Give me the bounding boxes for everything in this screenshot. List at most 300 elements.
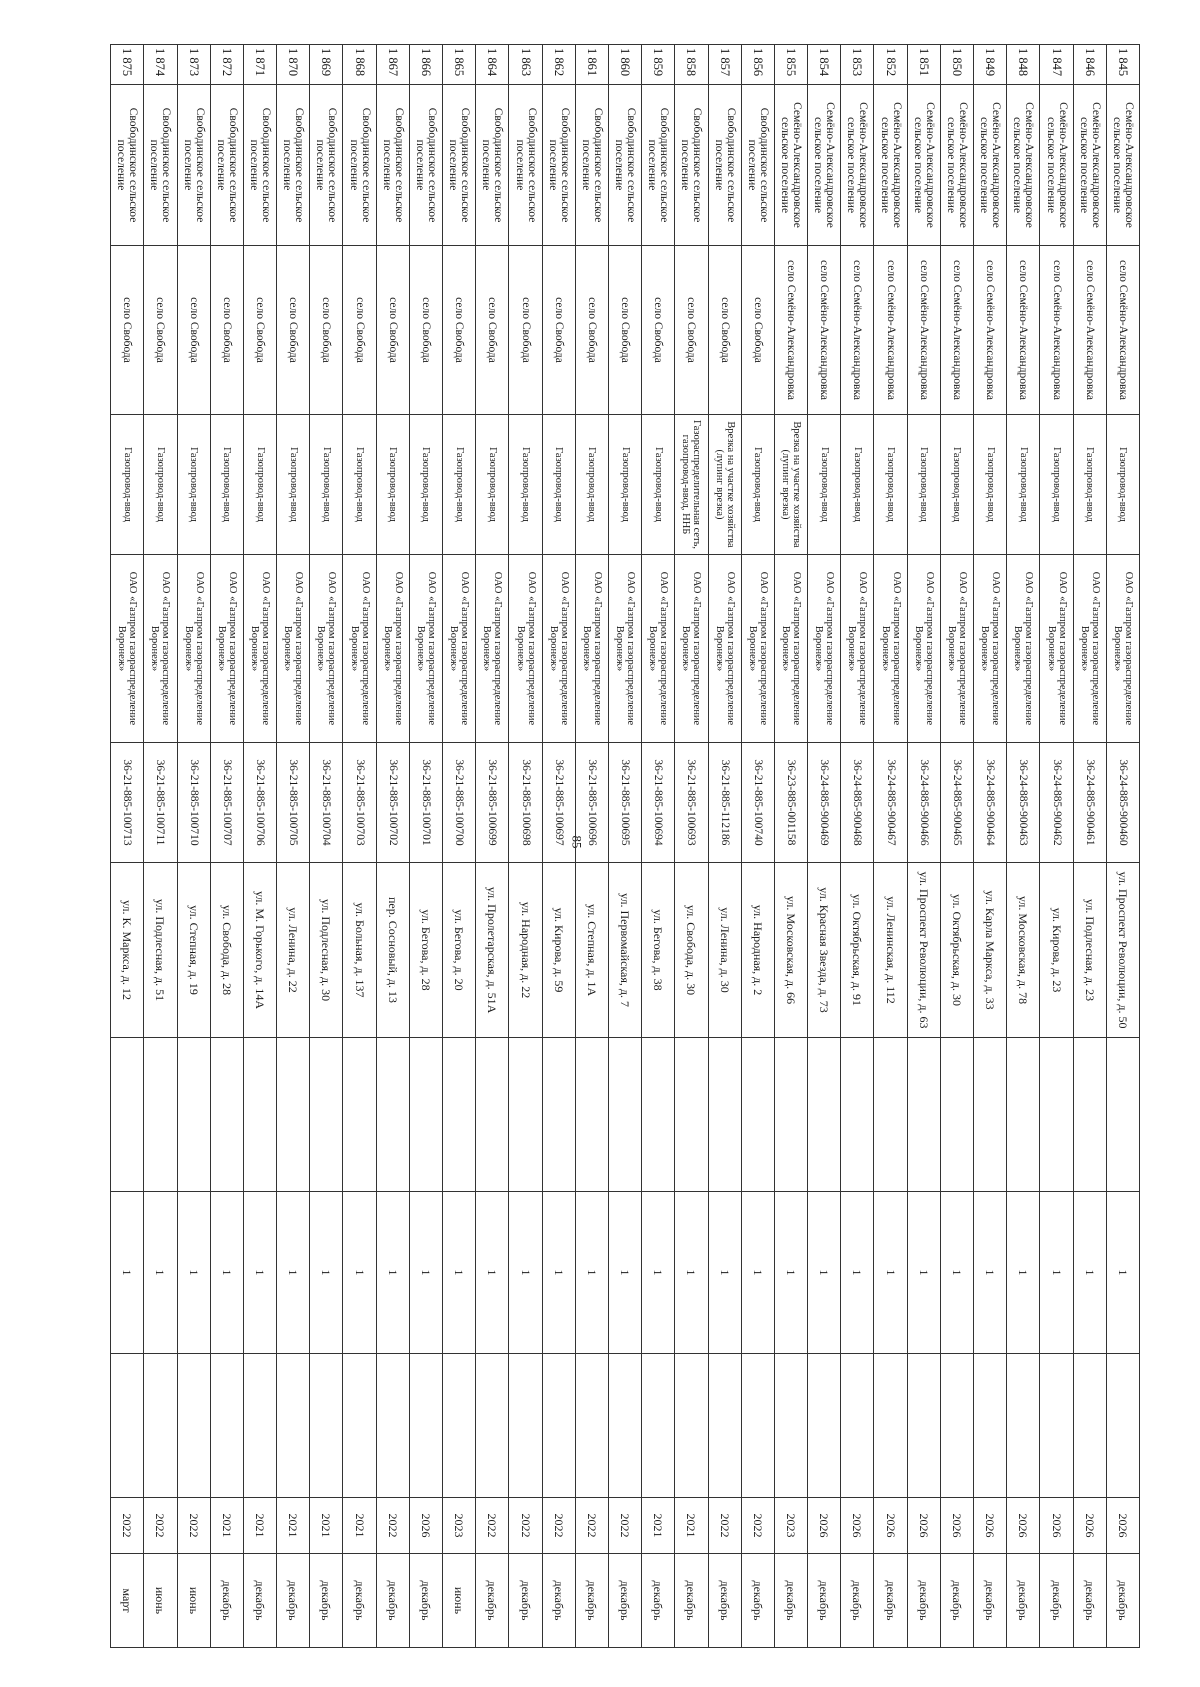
object-id: 36-24-885-900469 [808,743,841,863]
table-row [907,45,940,1648]
month: декабрь [277,1554,310,1648]
empty-cell [243,1038,276,1192]
empty-cell [675,1038,708,1192]
table-row [476,45,509,1648]
locality-name: село Семёно-Александровка [1073,246,1106,415]
month: декабрь [841,1554,874,1648]
table-row [210,45,243,1648]
owner-name: ОАО «Газпром газораспределение Воронеж» [177,555,210,743]
object-id: 36-23-885-001158 [774,743,807,863]
quantity: 1 [243,1192,276,1354]
empty-cell [741,1354,774,1498]
settlement-name: Свободинское сельское поселение [243,85,276,246]
empty-cell [111,1354,144,1498]
settlement-name: Свободинское сельское поселение [210,85,243,246]
row-number: 1 871 [243,45,276,85]
address: пер. Сосновый, д. 13 [376,863,409,1038]
address: ул. Пролетарская, д. 51А [476,863,509,1038]
row-number: 1 874 [144,45,177,85]
settlement-name: Семёно-Александровское сельское поселение [808,85,841,246]
year: 2023 [774,1498,807,1554]
owner-name: ОАО «Газпром газораспределение Воронеж» [575,555,608,743]
table-row [277,45,310,1648]
row-number: 1 849 [974,45,1007,85]
empty-cell [177,1038,210,1192]
quantity: 1 [774,1192,807,1354]
empty-cell [940,1354,973,1498]
locality-name: село Свобода [476,246,509,415]
row-number: 1 848 [1007,45,1040,85]
locality-name: село Семёно-Александровка [1106,246,1139,415]
owner-name: ОАО «Газпром газораспределение Воронеж» [841,555,874,743]
table-row [409,45,442,1648]
settlement-name: Семёно-Александровское сельское поселение [1073,85,1106,246]
empty-cell [642,1038,675,1192]
object-type: Газопровод-ввод [1106,415,1139,555]
settlement-name: Свободинское сельское поселение [675,85,708,246]
year: 2021 [310,1498,343,1554]
month: декабрь [210,1554,243,1648]
table-row [1040,45,1073,1648]
table-row [841,45,874,1648]
settlement-name: Свободинское сельское поселение [642,85,675,246]
quantity: 1 [277,1192,310,1354]
owner-name: ОАО «Газпром газораспределение Воронеж» [1073,555,1106,743]
row-number: 1 859 [642,45,675,85]
address: ул. Первомайская, д. 7 [609,863,642,1038]
rotated-table-container [110,44,1140,1647]
quantity: 1 [343,1192,376,1354]
locality-name: село Семёно-Александровка [1040,246,1073,415]
row-number: 1 854 [808,45,841,85]
settlement-name: Семёно-Александровское сельское поселение [974,85,1007,246]
table-row [575,45,608,1648]
object-id: 36-21-885-100740 [741,743,774,863]
year: 2022 [476,1498,509,1554]
empty-cell [542,1354,575,1498]
object-type: Газопровод-ввод [1007,415,1040,555]
table-body [111,45,1140,1648]
object-type: Врезка на участке хозяйства (лупинг врезка) [774,415,807,555]
object-type: Газопровод-ввод [1073,415,1106,555]
empty-cell [940,1038,973,1192]
quantity: 1 [974,1192,1007,1354]
row-number: 1 857 [708,45,741,85]
quantity: 1 [111,1192,144,1354]
owner-name: ОАО «Газпром газораспределение Воронеж» [144,555,177,743]
quantity: 1 [509,1192,542,1354]
quantity: 1 [708,1192,741,1354]
empty-cell [376,1354,409,1498]
empty-cell [741,1038,774,1192]
quantity: 1 [675,1192,708,1354]
month: декабрь [343,1554,376,1648]
object-id: 36-21-885-100710 [177,743,210,863]
table-row [243,45,276,1648]
object-type: Газопровод-ввод [376,415,409,555]
month: декабрь [310,1554,343,1648]
quantity: 1 [542,1192,575,1354]
year: 2026 [907,1498,940,1554]
month: июнь [144,1554,177,1648]
year: 2021 [277,1498,310,1554]
year: 2026 [1007,1498,1040,1554]
object-type: Газопровод-ввод [310,415,343,555]
row-number: 1 864 [476,45,509,85]
month: декабрь [874,1554,907,1648]
locality-name: село Свобода [509,246,542,415]
row-number: 1 860 [609,45,642,85]
settlement-name: Свободинское сельское поселение [310,85,343,246]
locality-name: село Свобода [243,246,276,415]
empty-cell [808,1038,841,1192]
locality-name: село Свобода [310,246,343,415]
empty-cell [1073,1354,1106,1498]
row-number: 1 870 [277,45,310,85]
empty-cell [277,1038,310,1192]
quantity: 1 [443,1192,476,1354]
row-number: 1 850 [940,45,973,85]
object-id: 36-21-885-112186 [708,743,741,863]
table-row [343,45,376,1648]
table-row [509,45,542,1648]
year: 2026 [841,1498,874,1554]
object-type: Газопровод-ввод [277,415,310,555]
gas-pipeline-table [110,44,1140,1648]
locality-name: село Семёно-Александровка [940,246,973,415]
address: ул. Проспект Революции, д. 50 [1106,863,1139,1038]
row-number: 1 852 [874,45,907,85]
owner-name: ОАО «Газпром газораспределение Воронеж» [210,555,243,743]
year: 2026 [1040,1498,1073,1554]
object-type: Газопровод-ввод [874,415,907,555]
owner-name: ОАО «Газпром газораспределение Воронеж» [476,555,509,743]
year: 2021 [642,1498,675,1554]
address: ул. Проспект Революции, д. 63 [907,863,940,1038]
address: ул. Ленинская, д. 112 [874,863,907,1038]
empty-cell [609,1038,642,1192]
table-row [1007,45,1040,1648]
settlement-name: Свободинское сельское поселение [409,85,442,246]
object-type: Газопровод-ввод [542,415,575,555]
empty-cell [409,1354,442,1498]
empty-cell [277,1354,310,1498]
settlement-name: Свободинское сельское поселение [144,85,177,246]
table-row [443,45,476,1648]
object-type: Газопровод-ввод [343,415,376,555]
object-id: 36-21-885-100711 [144,743,177,863]
month: декабрь [1073,1554,1106,1648]
month: декабрь [1106,1554,1139,1648]
address: ул. Кирова, д. 59 [542,863,575,1038]
locality-name: село Свобода [210,246,243,415]
address: ул. Бегова, д. 20 [443,863,476,1038]
locality-name: село Свобода [343,246,376,415]
row-number: 1 863 [509,45,542,85]
quantity: 1 [741,1192,774,1354]
object-type: Газопровод-ввод [907,415,940,555]
empty-cell [144,1354,177,1498]
object-id: 36-21-885-100698 [509,743,542,863]
settlement-name: Свободинское сельское поселение [575,85,608,246]
owner-name: ОАО «Газпром газораспределение Воронеж» [1040,555,1073,743]
locality-name: село Семёно-Александровка [774,246,807,415]
quantity: 1 [409,1192,442,1354]
address: ул. Карла Маркса, д. 33 [974,863,1007,1038]
object-type: Газопровод-ввод [111,415,144,555]
quantity: 1 [1073,1192,1106,1354]
year: 2021 [243,1498,276,1554]
empty-cell [476,1354,509,1498]
table-row [542,45,575,1648]
empty-cell [974,1354,1007,1498]
empty-cell [177,1354,210,1498]
empty-cell [144,1038,177,1192]
locality-name: село Свобода [443,246,476,415]
year: 2021 [675,1498,708,1554]
year: 2022 [144,1498,177,1554]
object-id: 36-21-885-100694 [642,743,675,863]
table-row [708,45,741,1648]
empty-cell [575,1038,608,1192]
month: декабрь [907,1554,940,1648]
empty-cell [409,1038,442,1192]
table-row [741,45,774,1648]
year: 2026 [409,1498,442,1554]
address: ул. Московская, д. 78 [1007,863,1040,1038]
address: ул. Народная, д. 2 [741,863,774,1038]
object-id: 36-24-885-900468 [841,743,874,863]
empty-cell [542,1038,575,1192]
quantity: 1 [376,1192,409,1354]
object-id: 36-24-885-900463 [1007,743,1040,863]
settlement-name: Свободинское сельское поселение [376,85,409,246]
month: декабрь [774,1554,807,1648]
empty-cell [443,1354,476,1498]
empty-cell [1007,1038,1040,1192]
year: 2022 [177,1498,210,1554]
year: 2022 [542,1498,575,1554]
owner-name: ОАО «Газпром газораспределение Воронеж» [907,555,940,743]
table-row [808,45,841,1648]
empty-cell [774,1038,807,1192]
object-type: Врезка на участке хозяйства (лупинг врезка) [708,415,741,555]
quantity: 1 [476,1192,509,1354]
locality-name: село Свобода [708,246,741,415]
empty-cell [243,1354,276,1498]
month: декабрь [609,1554,642,1648]
object-type: Газопровод-ввод [509,415,542,555]
row-number: 1 861 [575,45,608,85]
owner-name: ОАО «Газпром газораспределение Воронеж» [774,555,807,743]
month: декабрь [1040,1554,1073,1648]
empty-cell [509,1038,542,1192]
settlement-name: Семёно-Александровское сельское поселение [774,85,807,246]
object-type: Газопровод-ввод [210,415,243,555]
quantity: 1 [310,1192,343,1354]
address: ул. Ленина, д. 30 [708,863,741,1038]
owner-name: ОАО «Газпром газораспределение Воронеж» [940,555,973,743]
settlement-name: Свободинское сельское поселение [343,85,376,246]
table-row [609,45,642,1648]
object-id: 36-21-885-100704 [310,743,343,863]
owner-name: ОАО «Газпром газораспределение Воронеж» [376,555,409,743]
settlement-name: Свободинское сельское поселение [277,85,310,246]
empty-cell [310,1038,343,1192]
year: 2026 [940,1498,973,1554]
table-row [974,45,1007,1648]
table-row [177,45,210,1648]
empty-cell [774,1354,807,1498]
object-id: 36-21-885-100706 [243,743,276,863]
locality-name: село Свобода [376,246,409,415]
year: 2021 [343,1498,376,1554]
page-number: 85 [569,835,585,849]
month: декабрь [1007,1554,1040,1648]
empty-cell [708,1354,741,1498]
locality-name: село Свобода [111,246,144,415]
owner-name: ОАО «Газпром газораспределение Воронеж» [111,555,144,743]
month: декабрь [476,1554,509,1648]
owner-name: ОАО «Газпром газораспределение Воронеж» [409,555,442,743]
empty-cell [376,1038,409,1192]
settlement-name: Свободинское сельское поселение [741,85,774,246]
object-type: Газораспределительная сеть, газопровод-ввод, ННБ [675,415,708,555]
year: 2022 [575,1498,608,1554]
quantity: 1 [177,1192,210,1354]
scanned-table-sheet [110,44,1140,1647]
object-id: 36-24-885-900465 [940,743,973,863]
table-row [1073,45,1106,1648]
owner-name: ОАО «Газпром газораспределение Воронеж» [310,555,343,743]
year: 2022 [111,1498,144,1554]
locality-name: село Семёно-Александровка [874,246,907,415]
row-number: 1 866 [409,45,442,85]
quantity: 1 [1007,1192,1040,1354]
year: 2026 [808,1498,841,1554]
address: ул. Октябрьская, д. 91 [841,863,874,1038]
month: декабрь [974,1554,1007,1648]
year: 2022 [609,1498,642,1554]
empty-cell [210,1354,243,1498]
owner-name: ОАО «Газпром газораспределение Воронеж» [509,555,542,743]
empty-cell [1073,1038,1106,1192]
object-type: Газопровод-ввод [243,415,276,555]
settlement-name: Свободинское сельское поселение [443,85,476,246]
locality-name: село Свобода [542,246,575,415]
table-row [310,45,343,1648]
object-id: 36-24-885-900462 [1040,743,1073,863]
row-number: 1 873 [177,45,210,85]
locality-name: село Свобода [575,246,608,415]
year: 2022 [376,1498,409,1554]
empty-cell [708,1038,741,1192]
month: декабрь [409,1554,442,1648]
quantity: 1 [808,1192,841,1354]
empty-cell [1040,1038,1073,1192]
settlement-name: Семёно-Александровское сельское поселение [874,85,907,246]
object-id: 36-21-885-100693 [675,743,708,863]
month: март [111,1554,144,1648]
empty-cell [509,1354,542,1498]
quantity: 1 [642,1192,675,1354]
object-id: 36-24-885-900467 [874,743,907,863]
address: ул. Московская, д. 66 [774,863,807,1038]
row-number: 1 865 [443,45,476,85]
address: ул. Кирова, д. 23 [1040,863,1073,1038]
row-number: 1 872 [210,45,243,85]
month: декабрь [243,1554,276,1648]
settlement-name: Семёно-Александровское сельское поселение [940,85,973,246]
settlement-name: Свободинское сельское поселение [708,85,741,246]
empty-cell [841,1038,874,1192]
empty-cell [343,1354,376,1498]
owner-name: ОАО «Газпром газораспределение Воронеж» [609,555,642,743]
locality-name: село Семёно-Александровка [1007,246,1040,415]
table-row [1106,45,1139,1648]
address: ул. Народная, д. 22 [509,863,542,1038]
year: 2022 [509,1498,542,1554]
object-id: 36-21-885-100707 [210,743,243,863]
settlement-name: Семёно-Александровское сельское поселение [1007,85,1040,246]
quantity: 1 [841,1192,874,1354]
row-number: 1 846 [1073,45,1106,85]
year: 2022 [741,1498,774,1554]
year: 2026 [874,1498,907,1554]
row-number: 1 853 [841,45,874,85]
locality-name: село Свобода [277,246,310,415]
locality-name: село Семёно-Александровка [808,246,841,415]
row-number: 1 856 [741,45,774,85]
empty-cell [907,1354,940,1498]
address: ул. Ленина, д. 22 [277,863,310,1038]
quantity: 1 [874,1192,907,1354]
object-id: 36-21-885-100695 [609,743,642,863]
settlement-name: Семёно-Александровское сельское поселение [907,85,940,246]
empty-cell [642,1354,675,1498]
address: ул. Свобода, д. 28 [210,863,243,1038]
month: июнь [443,1554,476,1648]
owner-name: ОАО «Газпром газораспределение Воронеж» [243,555,276,743]
month: декабрь [708,1554,741,1648]
object-id: 36-21-885-100696 [575,743,608,863]
quantity: 1 [1106,1192,1139,1354]
settlement-name: Семёно-Александровское сельское поселение [1106,85,1139,246]
month: декабрь [741,1554,774,1648]
address: ул. Свобода, д. 30 [675,863,708,1038]
object-type: Газопровод-ввод [476,415,509,555]
quantity: 1 [210,1192,243,1354]
quantity: 1 [144,1192,177,1354]
year: 2026 [1073,1498,1106,1554]
month: декабрь [376,1554,409,1648]
settlement-name: Семёно-Александровское сельское поселение [841,85,874,246]
address: ул. Красная Звезда, д. 73 [808,863,841,1038]
object-id: 36-24-885-900461 [1073,743,1106,863]
row-number: 1 855 [774,45,807,85]
row-number: 1 868 [343,45,376,85]
row-number: 1 862 [542,45,575,85]
owner-name: ОАО «Газпром газораспределение Воронеж» [874,555,907,743]
object-id: 36-21-885-100699 [476,743,509,863]
object-type: Газопровод-ввод [575,415,608,555]
object-id: 36-24-885-900460 [1106,743,1139,863]
quantity: 1 [940,1192,973,1354]
owner-name: ОАО «Газпром газораспределение Воронеж» [277,555,310,743]
locality-name: село Свобода [609,246,642,415]
object-type: Газопровод-ввод [1040,415,1073,555]
locality-name: село Свобода [741,246,774,415]
